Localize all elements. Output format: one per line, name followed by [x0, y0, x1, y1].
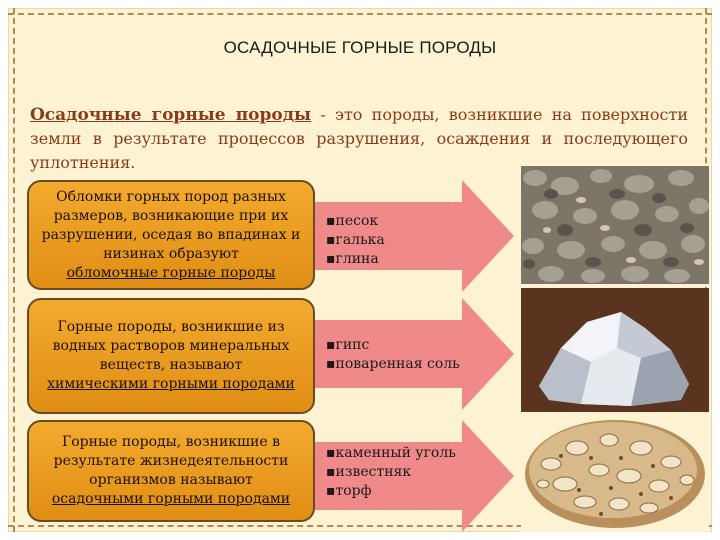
definition-text: - это породы, возникшие на поверхности земли в результате процессов разрушения, осаждения и последующего уплотнения. [30, 105, 688, 172]
example-item: ▪известняк [326, 464, 412, 480]
chemical-rocks-description: Горные породы, возникшие из водных растворов минеральных веществ, называют [52, 319, 290, 373]
chemical-rocks-name: химическими горными породами [47, 376, 295, 392]
example-item: ▪поваренная соль [326, 356, 460, 372]
example-item: ▪гипс [326, 337, 370, 353]
definition-term: Осадочные горные породы [30, 105, 312, 125]
example-item: ▪галька [326, 232, 385, 248]
chemical-examples-list [326, 336, 460, 374]
organic-rocks-box [27, 420, 315, 522]
frame-border-left [13, 8, 15, 532]
clastic-rocks-description: Обломки горных пород разных размеров, возникающие при их разрушении, оседая во впадинах и низинах образуют [41, 188, 301, 262]
clastic-rocks-name: обломочные горные породы [66, 264, 276, 281]
gravel-pebbles-photo [521, 166, 709, 284]
frame-border-top [8, 13, 712, 15]
example-item: ▪глина [326, 251, 379, 267]
clastic-rocks-box [27, 180, 315, 290]
chemical-rocks-box [27, 298, 315, 414]
example-item: ▪песок [326, 213, 379, 229]
organic-rocks-description: Горные породы, возникшие в результате жизнедеятельности организмов называют [53, 434, 289, 488]
organic-examples-list [326, 444, 456, 501]
example-item: ▪торф [326, 483, 372, 499]
definition-paragraph [30, 103, 688, 175]
shell-limestone-photo [521, 414, 709, 532]
slide-title: ОСАДОЧНЫЕ ГОРНЫЕ ПОРОДЫ [223, 38, 497, 57]
organic-rocks-name: осадочными горными породами [51, 491, 291, 507]
gypsum-rock-photo [521, 288, 709, 412]
clastic-examples-list [326, 212, 385, 269]
example-item: ▪каменный уголь [326, 445, 456, 461]
